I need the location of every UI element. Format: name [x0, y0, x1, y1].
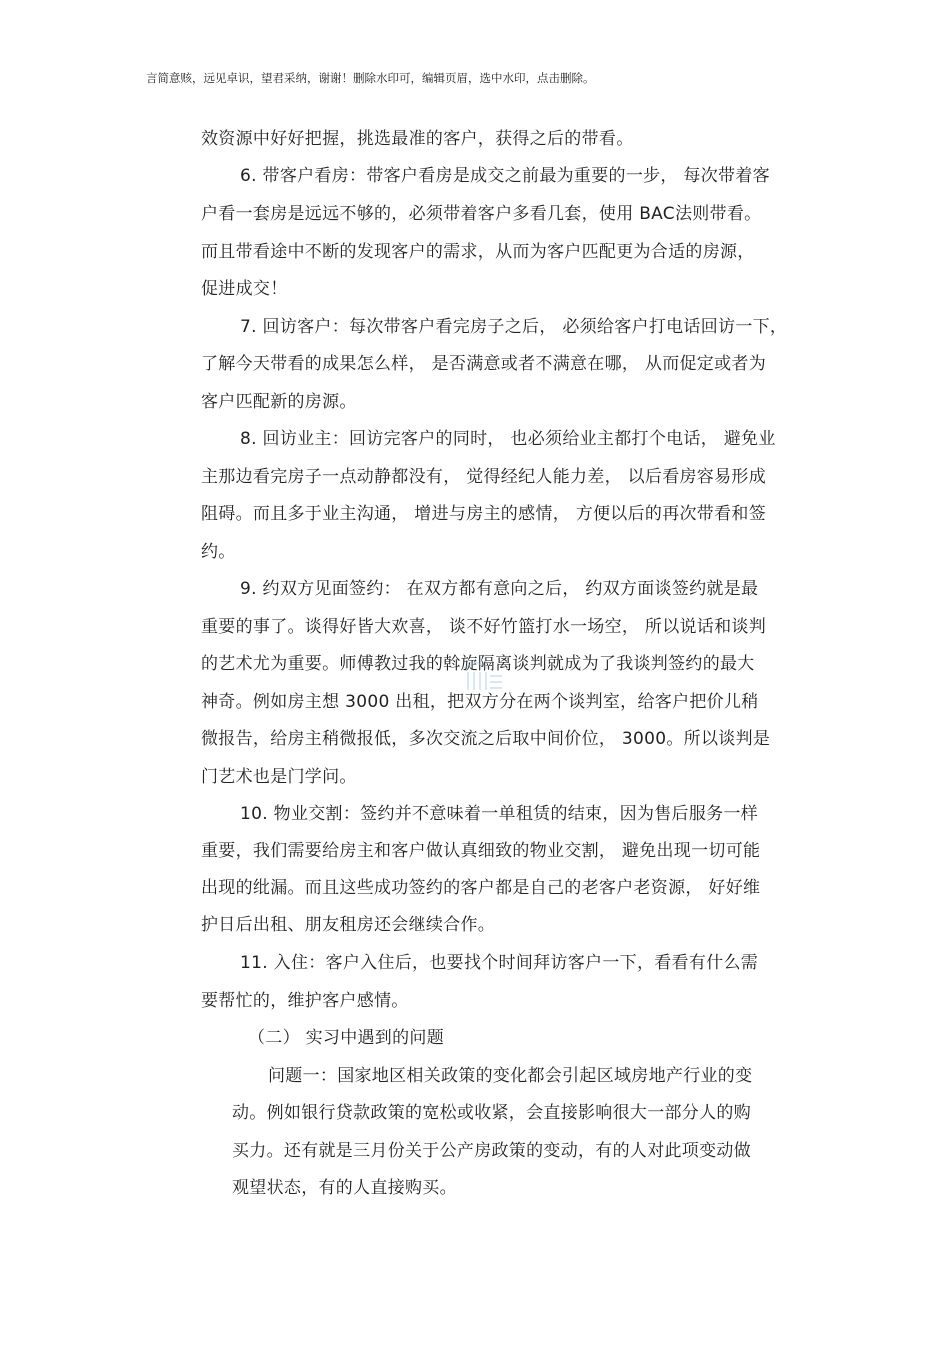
paragraph-line: 促进成交！: [201, 279, 288, 299]
paragraph-line: 11. 入住：客户入住后，也要找个时间拜访客户一下，看看有什么需: [240, 953, 759, 973]
paragraph-line: 出现的纰漏。而且这些成功签约的客户都是自己的老客户老资源， 好好维: [201, 878, 761, 898]
paragraph-line: 主那边看完房子一点动静都没有， 觉得经纪人能力差， 以后看房容易形成: [201, 467, 767, 487]
paragraph-line: 买力。还有就是三月份关于公产房政策的变动，有的人对此项变动做: [232, 1141, 751, 1161]
paragraph-line: 问题一：国家地区相关政策的变化都会引起区域房地产行业的变: [268, 1066, 753, 1086]
paragraph-line: 9. 约双方见面签约： 在双方都有意向之后， 约双方面谈签约就是最: [240, 579, 759, 599]
paragraph-line: 客户匹配新的房源。: [201, 392, 357, 412]
watermark-icon: [458, 656, 506, 696]
paragraph-line: 护日后出租、朋友租房还会继续合作。: [201, 915, 496, 935]
paragraph-line: 的艺术尤为重要。师傅教过我的斡旋隔离谈判就成为了我谈判签约的最大: [201, 654, 755, 674]
paragraph-line: 而且带看途中不断的发现客户的需求，从而为客户匹配更为合适的房源，: [201, 242, 755, 262]
section-heading: （二） 实习中遇到的问题: [248, 1028, 445, 1048]
paragraph-line: 重要的事了。谈得好皆大欢喜， 谈不好竹篮打水一场空， 所以说话和谈判: [201, 617, 767, 637]
header-note: 言简意赅，远见卓识，望君采纳，谢谢！删除水印可，编辑页眉，选中水印，点击删除。: [146, 71, 595, 85]
paragraph-line: 要帮忙的，维护客户感情。: [201, 991, 409, 1011]
paragraph-line: 微报告，给房主稍微报低，多次交流之后取中间价位， 3000。所以谈判是: [201, 729, 771, 749]
paragraph-line: 8. 回访业主：回访完客户的同时， 也必须给业主都打个电话， 避免业: [240, 429, 776, 449]
paragraph-line: 6. 带客户看房：带客户看房是成交之前最为重要的一步， 每次带着客: [240, 166, 770, 186]
paragraph-line: 7. 回访客户：每次带客户看完房子之后， 必须给客户打电话回访一下，: [240, 317, 788, 337]
paragraph-line: 阻碍。而且多于业主沟通， 增进与房主的感情， 方便以后的再次带看和签: [201, 504, 767, 524]
paragraph-line: 效资源中好好把握，挑选最准的客户，获得之后的带看。: [201, 129, 634, 149]
paragraph-line: 10. 物业交割：签约并不意味着一单租赁的结束，因为售后服务一样: [240, 804, 759, 824]
paragraph-line: 约。: [201, 542, 236, 562]
paragraph-line: 动。例如银行贷款政策的宽松或收紧，会直接影响很大一部分人的购: [232, 1103, 751, 1123]
paragraph-line: 重要，我们需要给房主和客户做认真细致的物业交割， 避免出现一切可能: [201, 841, 761, 861]
paragraph-line: 了解今天带看的成果怎么样， 是否满意或者不满意在哪， 从而促定或者为: [201, 354, 767, 374]
paragraph-line: 户看一套房是远远不够的，必须带着客户多看几套，使用 BAC法则带看。: [201, 204, 762, 224]
paragraph-line: 神奇。例如房主想 3000 出租，把双方分在两个谈判室，给客户把价儿稍: [201, 692, 759, 712]
paragraph-line: 门艺术也是门学问。: [201, 767, 357, 787]
paragraph-line: 观望状态，有的人直接购买。: [232, 1178, 457, 1198]
